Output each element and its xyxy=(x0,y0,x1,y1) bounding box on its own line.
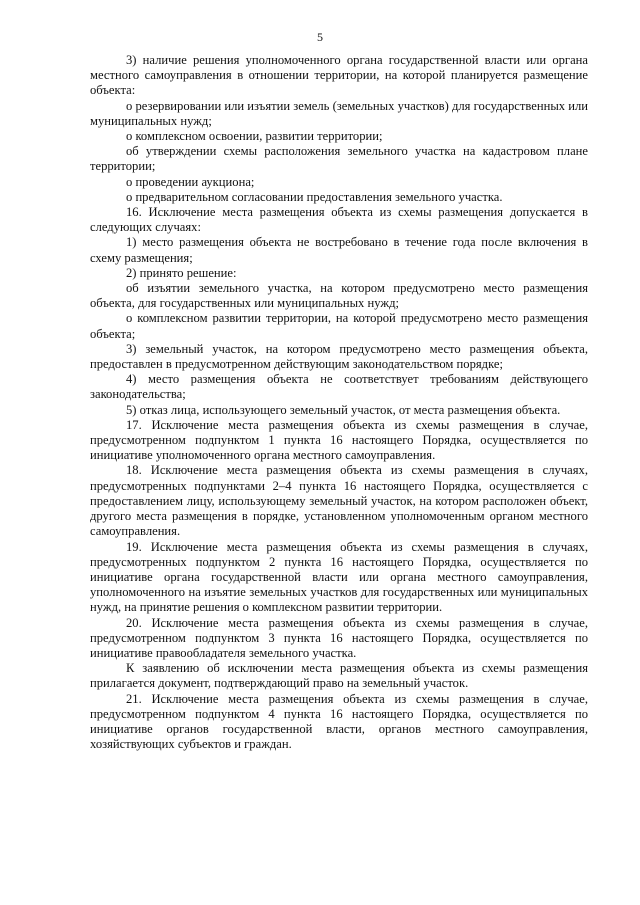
paragraph: 21. Исключение места размещения объекта из схемы размещения в случае, предусмотренном подпунктом 4 пункта 16 настоящего Порядка, осуществляется по инициативе органов государственной власти, органов местного самоуправления, хозяйствующих субъектов и граждан. xyxy=(90,691,588,752)
paragraph: о комплексном развитии территории, на которой предусмотрено место размещения объекта; xyxy=(90,311,588,341)
paragraph: о проведении аукциона; xyxy=(126,174,255,189)
paragraph: 17. Исключение места размещения объекта из схемы размещения в случае, предусмотренном подпунктом 1 пункта 16 настоящего Порядка, осуществляется по инициативе уполномоченного органа местного самоуправления. xyxy=(90,417,588,463)
page-number: 5 xyxy=(317,30,323,44)
paragraph: 18. Исключение места размещения объекта из схемы размещения в случаях, предусмотренных подпунктами 2–4 пункта 16 настоящего Порядка, осуществляется с предоставлением лицу, использующему земельный участок, на котором расположен объект, другого места размещения в порядке, установленном уполномоченным органом местного самоуправления. xyxy=(90,463,588,539)
document-body xyxy=(90,53,588,752)
paragraph: 4) место размещения объекта не соответствует требованиям действующего законодательства; xyxy=(90,372,588,402)
paragraph: о предварительном согласовании предоставления земельного участка. xyxy=(126,189,503,204)
paragraph: о комплексном освоении, развитии территории; xyxy=(126,129,383,144)
paragraph: К заявлению об исключении места размещения объекта из схемы размещения прилагается документ, подтверждающий право на земельный участок. xyxy=(90,661,588,691)
paragraph: 16. Исключение места размещения объекта из схемы размещения допускается в следующих случаях: xyxy=(90,205,588,235)
paragraph: об изъятии земельного участка, на котором предусмотрено место размещения объекта, для государственных или муниципальных нужд; xyxy=(90,281,588,311)
paragraph: 1) место размещения объекта не востребовано в течение года после включения в схему размещения; xyxy=(90,235,588,265)
paragraph: об утверждении схемы расположения земельного участка на кадастровом плане территории; xyxy=(90,144,588,174)
paragraph: о резервировании или изъятии земель (земельных участков) для государственных или муниципальных нужд; xyxy=(90,98,588,128)
paragraph: 19. Исключение места размещения объекта из схемы размещения в случаях, предусмотренных подпунктом 2 пункта 16 настоящего Порядка, осуществляется по инициативе органа государственной власти или органа местного самоуправления, уполномоченного на изъятие земельных участков для государственных или муниципальных нужд, на принятие решения о комплексном развитии территории. xyxy=(90,539,588,615)
paragraph: 20. Исключение места размещения объекта из схемы размещения в случае, предусмотренном подпунктом 3 пункта 16 настоящего Порядка, осуществляется по инициативе правообладателя земельного участка. xyxy=(90,615,588,660)
paragraph: 3) земельный участок, на котором предусмотрено место размещения объекта, предоставлен в предусмотренном действующим законодательством порядке; xyxy=(90,341,588,372)
paragraph: 2) принято решение: xyxy=(126,265,237,280)
paragraph: 5) отказ лица, использующего земельный участок, от места размещения объекта. xyxy=(126,402,561,417)
paragraph: 3) наличие решения уполномоченного органа государственной власти или органа местного самоуправления в отношении территории, на которой планируется размещение объекта: xyxy=(90,53,588,98)
